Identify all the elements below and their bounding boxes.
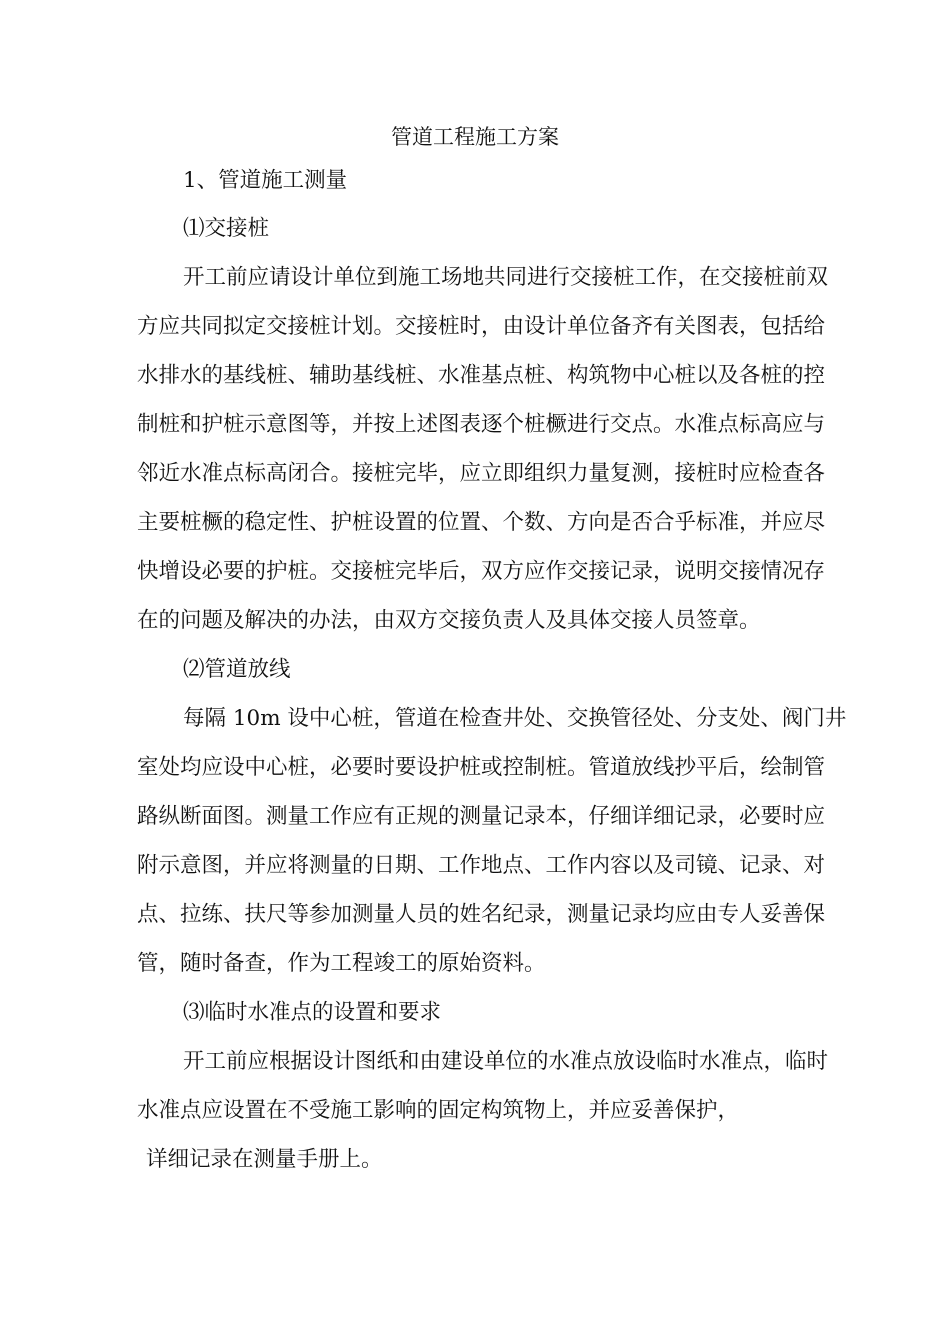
paragraph-line: 室处均应设中心桩，必要时要设护桩或控制桩。管道放线抄平后，绘制管	[137, 755, 826, 780]
paragraph-line: 主要桩橛的稳定性、护桩设置的位置、个数、方向是否合乎标准，并应尽	[137, 510, 826, 535]
paragraph-line: 详细记录在测量手册上。	[146, 1147, 383, 1172]
paragraph-line: 开工前应根据设计图纸和由建设单位的水准点放设临时水准点，临时	[183, 1049, 829, 1074]
paragraph-line: 方应共同拟定交接桩计划。交接桩时，由设计单位备齐有关图表，包括给	[137, 314, 826, 339]
subsection-heading-layout: ⑵管道放线	[183, 657, 291, 682]
paragraph-line: 每隔 10m 设中心桩，管道在检查井处、交换管径处、分支处、阀门井	[183, 706, 847, 731]
subsection-heading-handover: ⑴交接桩	[183, 216, 270, 241]
paragraph-line: 管，随时备查，作为工程竣工的原始资料。	[137, 951, 546, 976]
paragraph-line: 在的问题及解决的办法，由双方交接负责人及具体交接人员签章。	[137, 608, 761, 633]
paragraph-line: 水准点应设置在不受施工影响的固定构筑物上，并应妥善保护，	[137, 1098, 740, 1123]
paragraph-line: 附示意图，并应将测量的日期、工作地点、工作内容以及司镜、记录、对	[137, 853, 826, 878]
paragraph-line: 水排水的基线桩、辅助基线桩、水准基点桩、构筑物中心桩以及各桩的控	[137, 363, 826, 388]
document-title: 管道工程施工方案	[391, 125, 559, 149]
paragraph-line: 制桩和护桩示意图等，并按上述图表逐个桩橛进行交点。水准点标高应与	[137, 412, 826, 437]
paragraph-line: 开工前应请设计单位到施工场地共同进行交接桩工作，在交接桩前双	[183, 265, 829, 290]
paragraph-line: 邻近水准点标高闭合。接桩完毕，应立即组织力量复测，接桩时应检查各	[137, 461, 826, 486]
section-heading: 1、管道施工测量	[183, 168, 348, 193]
paragraph-line: 快增设必要的护桩。交接桩完毕后，双方应作交接记录，说明交接情况存	[137, 559, 826, 584]
paragraph-line: 路纵断面图。测量工作应有正规的测量记录本，仔细详细记录，必要时应	[137, 804, 826, 829]
subsection-heading-benchmark: ⑶临时水准点的设置和要求	[183, 1000, 442, 1025]
paragraph-line: 点、拉练、扶尺等参加测量人员的姓名纪录，测量记录均应由专人妥善保	[137, 902, 826, 927]
